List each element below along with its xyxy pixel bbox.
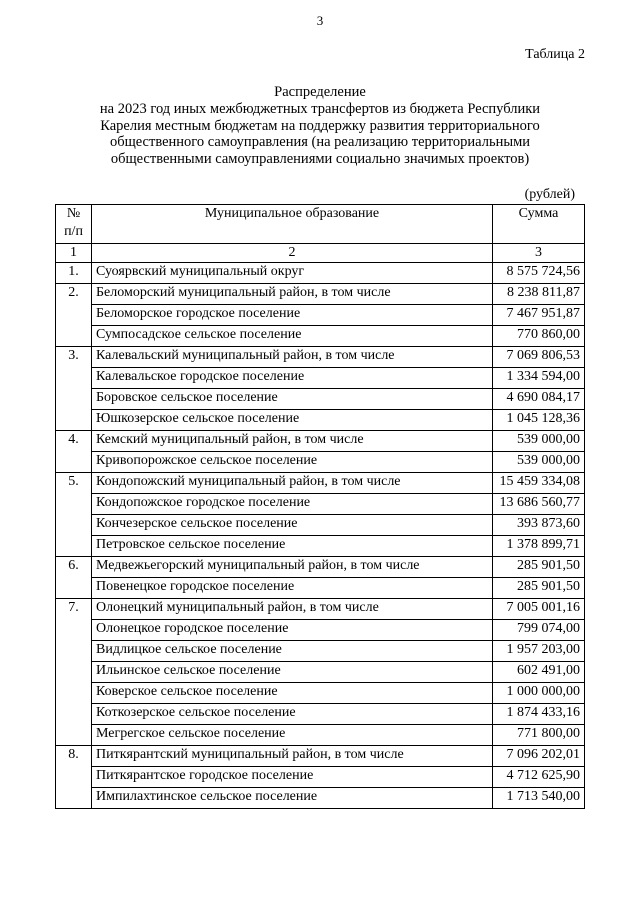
table-row — [56, 578, 585, 599]
amount: 7 096 202,01 — [493, 746, 585, 767]
heading-line: Карелия местным бюджетам на поддержку развития территориального — [100, 117, 540, 134]
amount: 393 873,60 — [493, 515, 585, 536]
municipality-name: Повенецкое городское поселение — [92, 578, 493, 599]
municipality-name: Кривопорожское сельское поселение — [92, 452, 493, 473]
municipality-name: Коверское сельское поселение — [92, 683, 493, 704]
row-number: 8. — [56, 746, 92, 809]
municipality-name: Видлицкое сельское поселение — [92, 641, 493, 662]
units-label: (рублей) — [524, 187, 575, 202]
amount: 770 860,00 — [493, 326, 585, 347]
amount: 15 459 334,08 — [493, 473, 585, 494]
municipality-name: Олонецкий муниципальный район, в том числе — [92, 599, 493, 620]
amount: 4 690 084,17 — [493, 389, 585, 410]
table-row — [56, 389, 585, 410]
municipality-name: Питкярантский муниципальный район, в том числе — [92, 746, 493, 767]
table-label: Таблица 2 — [525, 47, 585, 62]
municipality-name: Юшкозерское сельское поселение — [92, 410, 493, 431]
municipality-name: Мегрегское сельское поселение — [92, 725, 493, 746]
page-number: 3 — [316, 13, 324, 28]
table-row — [56, 347, 585, 368]
row-number: 5. — [56, 473, 92, 557]
municipality-name: Сумпосадское сельское поселение — [92, 326, 493, 347]
municipality-name: Калевальское городское поселение — [92, 368, 493, 389]
row-number: 7. — [56, 599, 92, 746]
amount: 1 957 203,00 — [493, 641, 585, 662]
table-row — [56, 494, 585, 515]
row-number: 1. — [56, 263, 92, 284]
table-row — [56, 473, 585, 494]
amount: 7 005 001,16 — [493, 599, 585, 620]
column-header-sum: Сумма — [493, 205, 585, 244]
amount: 1 334 594,00 — [493, 368, 585, 389]
table-row — [56, 599, 585, 620]
municipality-name: Коткозерское сельское поселение — [92, 704, 493, 725]
table-header-row — [56, 205, 585, 244]
table-row — [56, 704, 585, 725]
amount: 1 378 899,71 — [493, 536, 585, 557]
amount: 13 686 560,77 — [493, 494, 585, 515]
amount: 7 069 806,53 — [493, 347, 585, 368]
municipality-name: Кондопожский муниципальный район, в том числе — [92, 473, 493, 494]
amount: 285 901,50 — [493, 578, 585, 599]
column-header-number — [56, 205, 92, 244]
table-row — [56, 263, 585, 284]
municipality-name: Импилахтинское сельское поселение — [92, 788, 493, 809]
amount: 539 000,00 — [493, 452, 585, 473]
column-header-name: Муниципальное образование — [92, 205, 493, 244]
row-number: 6. — [56, 557, 92, 599]
column-index-cell: 3 — [493, 244, 585, 263]
amount: 285 901,50 — [493, 557, 585, 578]
heading-line: Распределение — [274, 84, 366, 100]
table-row — [56, 536, 585, 557]
municipality-name: Петровское сельское поселение — [92, 536, 493, 557]
amount: 602 491,00 — [493, 662, 585, 683]
row-number: 3. — [56, 347, 92, 431]
municipality-name: Ильинское сельское поселение — [92, 662, 493, 683]
table-row — [56, 326, 585, 347]
table-row — [56, 452, 585, 473]
amount: 8 575 724,56 — [493, 263, 585, 284]
column-index-row — [56, 244, 585, 263]
amount: 1 713 540,00 — [493, 788, 585, 809]
table-row — [56, 641, 585, 662]
column-header-number-line2: п/п — [64, 224, 83, 239]
municipality-name: Кондопожское городское поселение — [92, 494, 493, 515]
table-row — [56, 557, 585, 578]
municipality-name: Беломорский муниципальный район, в том числе — [92, 284, 493, 305]
table-row — [56, 368, 585, 389]
table-row — [56, 305, 585, 326]
column-index-cell: 1 — [56, 244, 92, 263]
table-row — [56, 788, 585, 809]
municipality-name: Медвежьегорский муниципальный район, в том числе — [92, 557, 493, 578]
amount: 1 874 433,16 — [493, 704, 585, 725]
municipality-name: Олонецкое городское поселение — [92, 620, 493, 641]
amount: 799 074,00 — [493, 620, 585, 641]
row-number: 4. — [56, 431, 92, 473]
municipality-name: Питкярантское городское поселение — [92, 767, 493, 788]
table-row — [56, 620, 585, 641]
municipality-name: Суоярвский муниципальный округ — [92, 263, 493, 284]
table-row — [56, 662, 585, 683]
amount: 7 467 951,87 — [493, 305, 585, 326]
table-row — [56, 683, 585, 704]
municipality-name: Кончезерское сельское поселение — [92, 515, 493, 536]
row-number: 2. — [56, 284, 92, 347]
heading-line: общественными самоуправлениями социально значимых проектов) — [110, 151, 530, 168]
table-row — [56, 767, 585, 788]
amount: 539 000,00 — [493, 431, 585, 452]
table-row — [56, 725, 585, 746]
document-heading — [70, 84, 570, 168]
column-index-cell: 2 — [92, 244, 493, 263]
municipality-name: Калевальский муниципальный район, в том числе — [92, 347, 493, 368]
column-header-number-line1: № — [66, 206, 81, 221]
table-row — [56, 284, 585, 305]
table-row — [56, 431, 585, 452]
heading-line: на 2023 год иных межбюджетных трансфертов из бюджета Республики — [99, 100, 541, 117]
municipality-name: Кемский муниципальный район, в том числе — [92, 431, 493, 452]
amount: 1 000 000,00 — [493, 683, 585, 704]
municipality-name: Беломорское городское поселение — [92, 305, 493, 326]
amount: 771 800,00 — [493, 725, 585, 746]
municipality-name: Боровское сельское поселение — [92, 389, 493, 410]
table-row — [56, 410, 585, 431]
amount: 1 045 128,36 — [493, 410, 585, 431]
table-row — [56, 746, 585, 767]
amount: 8 238 811,87 — [493, 284, 585, 305]
amount: 4 712 625,90 — [493, 767, 585, 788]
distribution-table — [55, 204, 585, 809]
table-row — [56, 515, 585, 536]
heading-line: общественного самоуправления (на реализацию территориальными — [109, 134, 531, 151]
